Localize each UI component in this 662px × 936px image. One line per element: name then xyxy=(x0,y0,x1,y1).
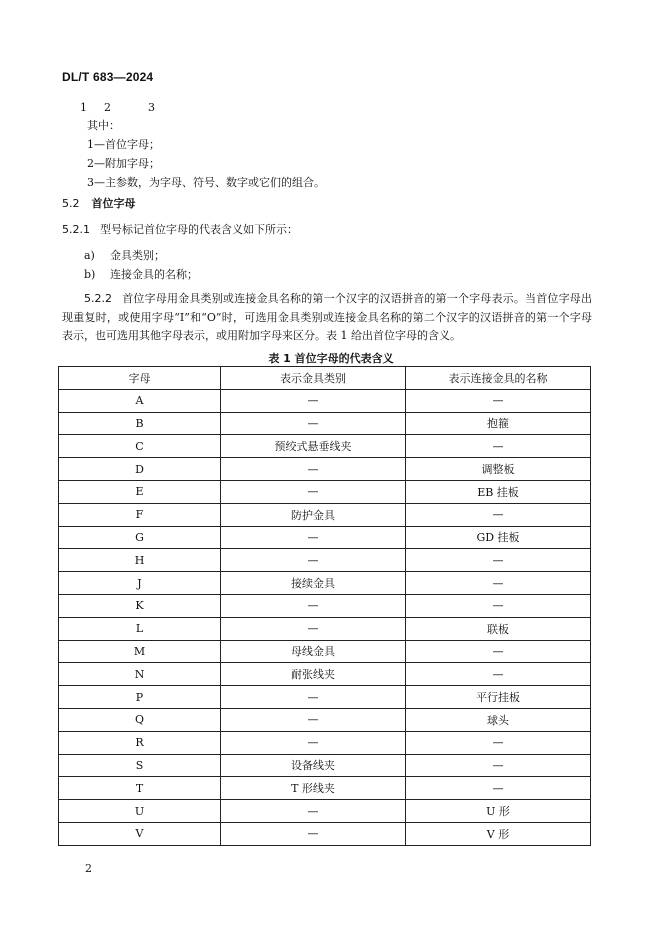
table-row xyxy=(59,731,591,754)
cell-letter: R xyxy=(59,731,221,754)
cell-connecting-fitting-name: — xyxy=(406,435,591,458)
cell-letter: F xyxy=(59,503,221,526)
cell-letter: A xyxy=(59,389,221,412)
cell-fitting-category: — xyxy=(221,686,406,709)
list-item xyxy=(84,249,165,263)
cell-connecting-fitting-name: — xyxy=(406,731,591,754)
clause-number: 5.2.1 xyxy=(62,223,90,236)
cell-letter: N xyxy=(59,663,221,686)
clause-text: 型号标记首位字母的代表含义如下所示： xyxy=(100,223,298,236)
cell-connecting-fitting-name: — xyxy=(406,754,591,777)
cell-fitting-category: 设备线夹 xyxy=(221,754,406,777)
cell-fitting-category: T 形线夹 xyxy=(221,777,406,800)
cell-connecting-fitting-name: — xyxy=(406,594,591,617)
cell-fitting-category: 预绞式悬垂线夹 xyxy=(221,435,406,458)
cell-fitting-category: — xyxy=(221,549,406,572)
cell-fitting-category: — xyxy=(221,389,406,412)
header-fitting-category: 表示金具类别 xyxy=(221,367,406,390)
cell-connecting-fitting-name: — xyxy=(406,503,591,526)
list-marker: a) xyxy=(84,249,95,262)
cell-fitting-category: — xyxy=(221,526,406,549)
cell-fitting-category: — xyxy=(221,800,406,823)
cell-connecting-fitting-name: — xyxy=(406,777,591,800)
legend-intro: 其中： xyxy=(87,119,120,132)
cell-letter: V xyxy=(59,822,221,845)
table-row xyxy=(59,800,591,823)
cell-connecting-fitting-name: — xyxy=(406,572,591,595)
cell-fitting-category: — xyxy=(221,822,406,845)
legend-item: 3—主参数，为字母、符号、数字或它们的组合。 xyxy=(87,176,325,189)
cell-letter: D xyxy=(59,458,221,481)
table-caption: 表 1 首位字母的代表含义 xyxy=(268,352,394,365)
table-row xyxy=(59,458,591,481)
cell-connecting-fitting-name: 抱箍 xyxy=(406,412,591,435)
header-letter: 字母 xyxy=(59,367,221,390)
clause-number: 5.2.2 xyxy=(84,292,112,305)
table-row xyxy=(59,708,591,731)
legend-item: 2—附加字母； xyxy=(87,157,160,170)
clause-5-2-2 xyxy=(62,290,592,346)
list-marker: b) xyxy=(84,268,96,281)
formula-position-2: 2 xyxy=(104,101,111,114)
cell-letter: S xyxy=(59,754,221,777)
formula-position-1: 1 xyxy=(80,101,87,114)
table-row xyxy=(59,503,591,526)
cell-fitting-category: — xyxy=(221,480,406,503)
table-row xyxy=(59,435,591,458)
clause-5-2-1 xyxy=(62,221,592,240)
cell-fitting-category: — xyxy=(221,594,406,617)
cell-fitting-category: 母线金具 xyxy=(221,640,406,663)
cell-letter: L xyxy=(59,617,221,640)
table-row xyxy=(59,526,591,549)
table-row xyxy=(59,663,591,686)
cell-fitting-category: — xyxy=(221,731,406,754)
cell-letter: T xyxy=(59,777,221,800)
document-code: DL/T 683—2024 xyxy=(62,70,154,84)
cell-letter: M xyxy=(59,640,221,663)
table-row xyxy=(59,594,591,617)
legend-item: 1—首位字母； xyxy=(87,138,160,151)
table-row xyxy=(59,777,591,800)
cell-connecting-fitting-name: 联板 xyxy=(406,617,591,640)
section-number: 5.2 xyxy=(62,197,80,210)
header-connecting-fitting-name: 表示连接金具的名称 xyxy=(406,367,591,390)
list-text: 连接金具的名称； xyxy=(110,268,198,281)
cell-fitting-category: 接续金具 xyxy=(221,572,406,595)
cell-fitting-category: — xyxy=(221,412,406,435)
cell-fitting-category: — xyxy=(221,708,406,731)
table-row xyxy=(59,686,591,709)
cell-fitting-category: 防护金具 xyxy=(221,503,406,526)
cell-fitting-category: 耐张线夹 xyxy=(221,663,406,686)
cell-connecting-fitting-name: GD 挂板 xyxy=(406,526,591,549)
cell-letter: G xyxy=(59,526,221,549)
cell-connecting-fitting-name: 平行挂板 xyxy=(406,686,591,709)
cell-letter: H xyxy=(59,549,221,572)
cell-letter: U xyxy=(59,800,221,823)
cell-letter: B xyxy=(59,412,221,435)
cell-fitting-category: — xyxy=(221,458,406,481)
table-row xyxy=(59,412,591,435)
cell-letter: E xyxy=(59,480,221,503)
cell-fitting-category: — xyxy=(221,617,406,640)
table-row xyxy=(59,549,591,572)
cell-connecting-fitting-name: — xyxy=(406,640,591,663)
table-row xyxy=(59,389,591,412)
table-row xyxy=(59,754,591,777)
cell-connecting-fitting-name: 球头 xyxy=(406,708,591,731)
section-title: 首位字母 xyxy=(91,197,136,210)
table-row xyxy=(59,572,591,595)
page-number: 2 xyxy=(85,862,92,875)
designation-formula xyxy=(80,101,200,115)
cell-letter: Q xyxy=(59,708,221,731)
cell-letter: P xyxy=(59,686,221,709)
list-text: 金具类别； xyxy=(110,249,165,262)
table-header-row xyxy=(59,367,591,390)
cell-connecting-fitting-name: — xyxy=(406,389,591,412)
cell-connecting-fitting-name: EB 挂板 xyxy=(406,480,591,503)
cell-connecting-fitting-name: V 形 xyxy=(406,822,591,845)
cell-letter: J xyxy=(59,572,221,595)
list-item xyxy=(84,268,198,282)
cell-letter: K xyxy=(59,594,221,617)
table-row xyxy=(59,480,591,503)
cell-connecting-fitting-name: — xyxy=(406,549,591,572)
first-letter-table xyxy=(58,366,591,846)
cell-letter: C xyxy=(59,435,221,458)
table-row xyxy=(59,822,591,845)
table-row xyxy=(59,640,591,663)
clause-text: 首位字母用金具类别或连接金具名称的第一个汉字的汉语拼音的第一个字母表示。当首位字母出现重复时，或使用字母“I”和“O”时，可选用金具类别或连接金具名称的第二个汉字的汉语拼音的第一个字母表示，也可选用其他字母表示，或用附加字母来区分。表 1 给出首位字母的含义。 xyxy=(62,292,592,342)
table-body xyxy=(59,389,591,845)
section-heading xyxy=(62,195,136,211)
table-row xyxy=(59,617,591,640)
cell-connecting-fitting-name: U 形 xyxy=(406,800,591,823)
cell-connecting-fitting-name: 调整板 xyxy=(406,458,591,481)
formula-position-3: 3 xyxy=(148,101,155,114)
cell-connecting-fitting-name: — xyxy=(406,663,591,686)
